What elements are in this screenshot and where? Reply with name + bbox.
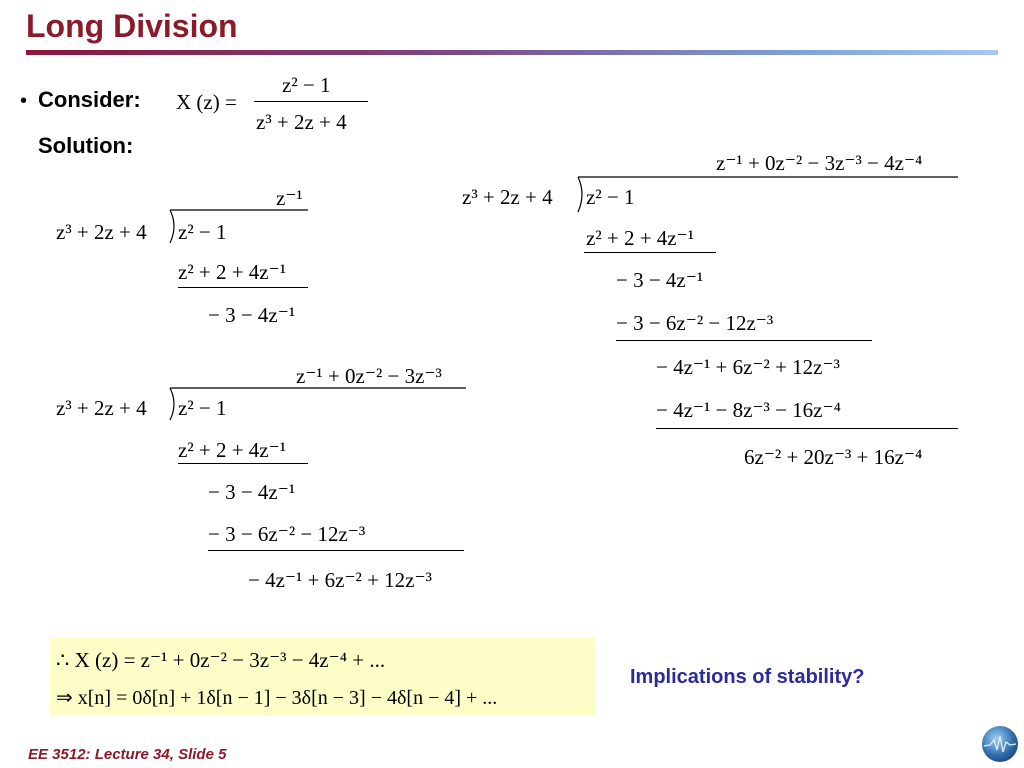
slide-title: Long Division <box>26 8 238 44</box>
quotient: z⁻¹ + 0z⁻² − 3z⁻³ <box>296 364 442 388</box>
footer-slide-number: EE 3512: Lecture 34, Slide 5 <box>28 746 227 763</box>
fraction-bar <box>254 101 368 102</box>
subtraction-line <box>656 428 958 429</box>
transfer-lhs: X (z) = <box>176 90 237 114</box>
dividend: z² − 1 <box>586 185 635 209</box>
inverse-z-result: ⇒ x[n] = 0δ[n] + 1δ[n − 1] − 3δ[n − 3] − 4δ[n − 4] + ... <box>56 687 498 709</box>
consider-label: Consider: <box>38 87 141 112</box>
remainder-row: − 4z⁻¹ + 6z⁻² + 12z⁻³ <box>248 568 432 592</box>
product-row: − 3 − 6z⁻² − 12z⁻³ <box>616 311 774 335</box>
bullet-icon: • <box>20 90 28 112</box>
dividend: z² − 1 <box>178 220 227 244</box>
product-row: − 4z⁻¹ − 8z⁻³ − 16z⁻⁴ <box>656 398 841 422</box>
dividend: z² − 1 <box>178 396 227 420</box>
subtraction-line <box>178 287 308 288</box>
divisor: z³ + 2z + 4 <box>462 185 553 209</box>
product-row: z² + 2 + 4z⁻¹ <box>178 260 287 284</box>
transfer-numerator: z² − 1 <box>282 73 331 97</box>
subtraction-line <box>178 463 308 464</box>
quotient: z⁻¹ <box>276 186 303 210</box>
quotient: z⁻¹ + 0z⁻² − 3z⁻³ − 4z⁻⁴ <box>716 151 923 175</box>
series-expansion: ∴ X (z) = z⁻¹ + 0z⁻² − 3z⁻³ − 4z⁻⁴ + ... <box>56 648 386 672</box>
title-divider <box>26 50 998 55</box>
subtraction-line <box>208 550 464 551</box>
remainder-row: − 3 − 4z⁻¹ <box>208 303 296 327</box>
result-box <box>50 638 596 716</box>
stability-question: Implications of stability? <box>630 666 865 688</box>
divisor: z³ + 2z + 4 <box>56 220 147 244</box>
waveform-icon <box>982 726 1018 762</box>
remainder-row: − 3 − 4z⁻¹ <box>616 268 704 292</box>
solution-label: Solution: <box>38 133 134 158</box>
subtraction-line <box>584 252 716 253</box>
remainder-row: − 4z⁻¹ + 6z⁻² + 12z⁻³ <box>656 355 840 379</box>
divisor: z³ + 2z + 4 <box>56 396 147 420</box>
remainder-row: 6z⁻² + 20z⁻³ + 16z⁻⁴ <box>744 445 923 469</box>
product-row: − 3 − 6z⁻² − 12z⁻³ <box>208 522 366 546</box>
transfer-denominator: z³ + 2z + 4 <box>256 110 347 134</box>
product-row: z² + 2 + 4z⁻¹ <box>178 438 287 462</box>
product-row: z² + 2 + 4z⁻¹ <box>586 226 695 250</box>
subtraction-line <box>616 340 872 341</box>
remainder-row: − 3 − 4z⁻¹ <box>208 480 296 504</box>
